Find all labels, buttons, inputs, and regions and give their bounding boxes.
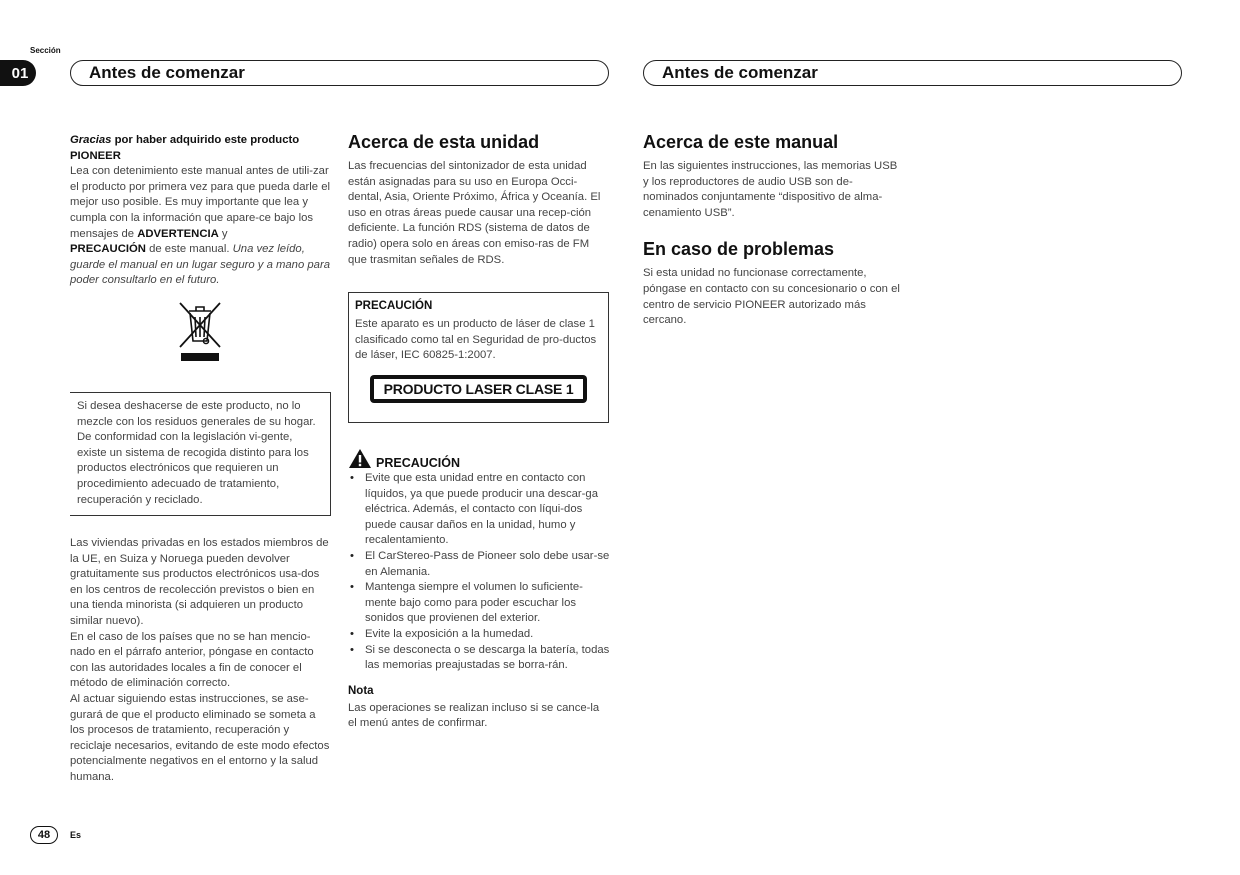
about-manual-heading: Acerca de este manual <box>643 132 839 152</box>
general-caution-section <box>348 447 610 732</box>
list-item: • Evite la exposición a la humedad. <box>348 627 610 643</box>
list-item: • Evite que esta unidad entre en contacto con líquidos, ya que puede producir una descar-ga eléctrica. Además, el contacto con líqui-dos puede causar daños en la unidad, humo y recalentamiento. <box>348 471 610 549</box>
note-text: Las operaciones se realizan incluso si se cance-la el menú antes de confirmar. <box>348 701 600 730</box>
laser-caution-title: PRECAUCIÓN <box>355 300 433 312</box>
left-page-header: Antes de comenzar <box>70 60 609 86</box>
about-manual-text: En las siguientes instrucciones, las memorias USB y los reproductores de audio USB son de-nominados conjuntamente “dispositivo de alma-cenamiento USB”. <box>643 160 898 219</box>
list-item: • Si se desconecta o se descarga la batería, todas las memorias preajustadas se borra-rán. <box>348 643 610 674</box>
laser-caution-text: Este aparato es un producto de láser de clase 1 clasificado como tal en Seguridad de pro-ductos de láser, IEC 60825-1:2007. <box>355 318 597 362</box>
about-unit-heading: Acerca de esta unidad <box>348 132 540 152</box>
list-item: • El CarStereo-Pass de Pioneer solo debe usar-se en Alemania. <box>348 549 610 580</box>
laser-class-label <box>370 375 588 403</box>
crossed-out-wheelie-bin-icon <box>176 297 224 363</box>
troubleshooting-text: Si esta unidad no funcionase correctamente, póngase en contacto con su concesionario o con el centro de servicio PIONEER autorizado más cercano. <box>643 267 900 327</box>
disposal-paragraphs <box>70 536 332 786</box>
about-unit-section <box>348 132 610 268</box>
intro-thanks: Gracias <box>70 134 112 146</box>
disposal-info-box <box>70 392 331 516</box>
disposal-paragraph-1: Las viviendas privadas en los estados miembros de la UE, en Suiza y Noruega pueden devolver gratuitamente sus productos electrónicos usa-dos en los centros de recolección previstos o bien en una tienda minorista (si adquieren un producto similar nuevo). <box>70 537 329 627</box>
intro-thanks-rest: por haber adquirido este producto <box>111 134 300 146</box>
language-code: Es <box>70 830 82 840</box>
general-caution-title: PRECAUCIÓN <box>376 456 461 470</box>
list-item: • Mantenga siempre el volumen lo suficiente-mente bajo como para poder escuchar los sonidos que provienen del exterior. <box>348 580 610 627</box>
about-manual-section <box>643 132 905 329</box>
disposal-paragraph-2: En el caso de los países que no se han mencio-nado en el párrafo anterior, póngase en contacto con las autoridades locales a fin de conocer el método de eliminación correcto. <box>70 630 314 690</box>
section-number-badge: 01 <box>0 60 36 86</box>
intro-block <box>70 133 332 289</box>
disposal-box-text: Si desea deshacerse de este producto, no lo mezcle con los residuos generales de su hogar. De conformidad con la legislación vi-gente, existe un sistema de recogida distinto para los productos electrónicos que requieren un procedimiento adecuado de tratamiento, recuperación y reciclado. <box>77 400 316 506</box>
caution-bullet-list <box>348 471 610 674</box>
laser-caution-box <box>348 292 609 423</box>
disposal-paragraph-3: Al actuar siguiendo estas instrucciones, se ase-gurará de que el producto eliminado se someta a los procesos de tratamiento, recuperación y reciclaje necesarios, evitando de este modo efectos potencialmente negativos en el entorno y la salud humana. <box>70 692 330 783</box>
page-number: 48 <box>30 826 58 844</box>
warning-triangle-icon <box>348 448 372 469</box>
intro-paragraph: Lea con detenimiento este manual antes de utili-zar el producto por primera vez para que pueda darle el mejor uso posible. Es muy importante que lea y cumpla con la información que apare-ce bajo los mensajes de ADVERTENCIA y PRECAUCIÓN de este manual. Una vez leído, guarde el manual en un lugar seguro y a mano para poder consultarlo en el futuro. <box>70 165 330 287</box>
right-page-header: Antes de comenzar <box>643 60 1182 86</box>
section-label: Sección <box>30 46 61 55</box>
troubleshooting-heading: En caso de problemas <box>643 239 835 260</box>
intro-brand: PIONEER <box>70 149 121 162</box>
note-title: Nota <box>348 684 374 697</box>
laser-class-label-text: PRODUCTO LASER CLASE 1 <box>374 379 584 399</box>
about-unit-text: Las frecuencias del sintonizador de esta unidad están asignadas para su uso en Europa Occi-dental, Asia, Oriente Próximo, África y Oceanía. El uso en otras áreas puede causar una recep-ción deficiente. La función RDS (sistema de datos de radio) opera solo en áreas con emiso-ras de FM que trasmitan señales de RDS. <box>348 160 601 266</box>
